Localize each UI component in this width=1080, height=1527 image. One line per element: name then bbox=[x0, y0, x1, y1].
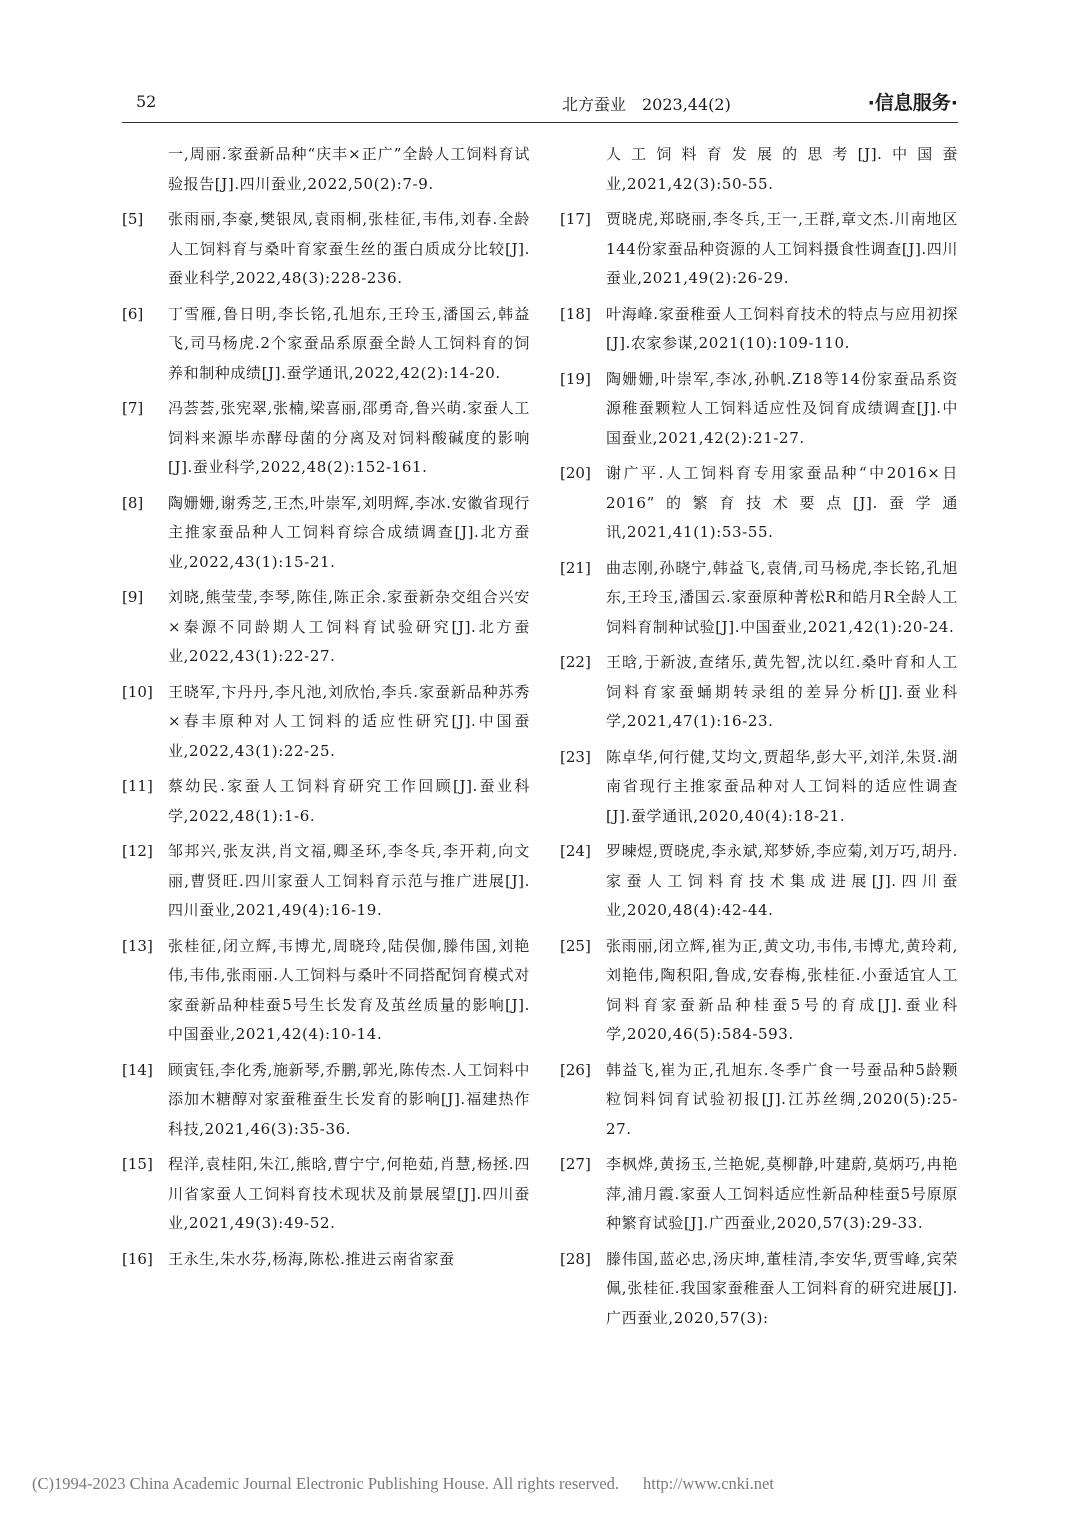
copyright-text: (C)1994-2023 China Academic Journal Electronic Publishing House. All rights reserved. bbox=[32, 1474, 620, 1493]
reference-text: 一,周丽.家蚕新品种“庆丰×正广”全龄人工饲料育试验报告[J].四川蚕业,2022,50(2):7-9. bbox=[168, 145, 530, 193]
reference-entry bbox=[122, 394, 530, 483]
reference-entry bbox=[560, 648, 958, 737]
reference-text: 陈卓华,何行健,艾均文,贾超华,彭大平,刘洋,朱贤.湖南省现行主推家蚕品种对人工饲料的适应性调查[J].蚕学通讯,2020,40(4):18-21. bbox=[606, 747, 958, 825]
reference-text: 邹邦兴,张友洪,肖文福,卿圣环,李冬兵,李开莉,向文丽,曹贤旺.四川家蚕人工饲料育示范与推广进展[J].四川蚕业,2021,49(4):16-19. bbox=[168, 842, 530, 919]
reference-number: [7] bbox=[122, 399, 144, 417]
reference-entry bbox=[560, 205, 958, 294]
reference-text: 刘晓,熊莹莹,李琴,陈佳,陈正余.家蚕新杂交组合兴安×秦源不同龄期人工饲料育试验研究[J].北方蚕业,2022,43(1):22-27. bbox=[168, 588, 530, 665]
reference-text: 程洋,袁桂阳,朱江,熊晗,曹宁宁,何艳茹,肖慧,杨拯.四川省家蚕人工饲料育技术现状及前景展望[J].四川蚕业,2021,49(3):49-52. bbox=[168, 1155, 530, 1232]
page-number: 52 bbox=[136, 92, 157, 111]
reference-entry bbox=[122, 300, 530, 389]
section-label: ·信息服务· bbox=[867, 92, 958, 114]
reference-number: [26] bbox=[560, 1060, 591, 1079]
reference-text: 李枫烨,黄扬玉,兰艳妮,莫柳静,叶建蔚,莫炳巧,冉艳萍,浦月霞.家蚕人工饲料适应性新品种桂蚕5号原原种繁育试验[J].广西蚕业,2020,57(3):29-33. bbox=[606, 1155, 958, 1232]
reference-number: [22] bbox=[560, 653, 591, 671]
reference-number: [9] bbox=[122, 588, 144, 606]
reference-number: [25] bbox=[560, 936, 591, 955]
reference-number: [5] bbox=[122, 210, 144, 228]
journal-info: 北方蚕业 2023,44(2) bbox=[562, 95, 731, 114]
reference-entry bbox=[122, 837, 530, 926]
reference-column-left bbox=[122, 140, 530, 1280]
reference-entry bbox=[122, 205, 530, 294]
reference-number: [24] bbox=[560, 842, 591, 860]
reference-entry bbox=[122, 489, 530, 578]
reference-entry bbox=[122, 772, 530, 831]
reference-text: 张雨丽,李豪,樊银凤,袁雨桐,张桂征,韦伟,刘春.全龄人工饲料育与桑叶育家蚕生丝的蛋白质成分比较[J].蚕业科学,2022,48(3):228-236. bbox=[168, 210, 530, 287]
reference-entry bbox=[122, 1150, 530, 1239]
running-header bbox=[122, 88, 958, 123]
reference-text: 王晗,于新波,查绪乐,黄先智,沈以红.桑叶育和人工饲料育家蚕蛹期转录组的差异分析[J].蚕业科学,2021,47(1):16-23. bbox=[606, 653, 958, 730]
reference-entry bbox=[560, 554, 958, 643]
reference-text: 顾寅钰,李化秀,施新琴,乔鹏,郭光,陈传杰.人工饲料中添加木糖醇对家蚕稚蚕生长发育的影响[J].福建热作科技,2021,46(3):35-36. bbox=[168, 1060, 530, 1138]
reference-column-right bbox=[560, 140, 958, 1339]
reference-entry bbox=[560, 140, 958, 199]
reference-number: [16] bbox=[122, 1249, 153, 1268]
reference-text: 陶姗姗,谢秀芝,王杰,叶崇军,刘明辉,李冰.安徽省现行主推家蚕品种人工饲料育综合成绩调查[J].北方蚕业,2022,43(1):15-21. bbox=[168, 493, 530, 571]
reference-number: [19] bbox=[560, 369, 591, 388]
reference-number: [27] bbox=[560, 1155, 591, 1173]
reference-number: [15] bbox=[122, 1155, 153, 1173]
reference-number: [11] bbox=[122, 777, 153, 795]
reference-entry bbox=[122, 1056, 530, 1145]
reference-entry bbox=[560, 459, 958, 548]
reference-entry bbox=[560, 300, 958, 359]
reference-entry bbox=[122, 1245, 530, 1275]
reference-entry bbox=[122, 140, 530, 199]
footer-url[interactable]: http://www.cnki.net bbox=[643, 1474, 774, 1493]
reference-entry bbox=[560, 1056, 958, 1145]
reference-number: [6] bbox=[122, 304, 144, 323]
reference-entry bbox=[560, 932, 958, 1050]
reference-entry bbox=[122, 583, 530, 672]
reference-text: 冯荟荟,张宪翠,张楠,梁喜丽,邵勇奇,鲁兴萌.家蚕人工饲料来源毕赤酵母菌的分离及对饲料酸碱度的影响[J].蚕业科学,2022,48(2):152-161. bbox=[168, 399, 530, 476]
reference-text: 谢广平.人工饲料育专用家蚕品种“中2016×日2016”的繁育技术要点[J].蚕学通讯,2021,41(1):53-55. bbox=[606, 464, 958, 541]
reference-number: [17] bbox=[560, 210, 591, 228]
reference-number: [21] bbox=[560, 558, 591, 577]
reference-text: 罗暕煜,贾晓虎,李永斌,郑梦娇,李应菊,刘万巧,胡丹.家蚕人工饲料育技术集成进展[J].四川蚕业,2020,48(4):42-44. bbox=[606, 842, 958, 919]
reference-text: 蔡幼民.家蚕人工饲料育研究工作回顾[J].蚕业科学,2022,48(1):1-6. bbox=[168, 777, 530, 825]
reference-text: 叶海峰.家蚕稚蚕人工饲料育技术的特点与应用初探[J].农家参谋,2021(10):109-110. bbox=[606, 304, 958, 352]
reference-number: [8] bbox=[122, 493, 144, 512]
reference-number: [12] bbox=[122, 842, 153, 860]
reference-text: 丁雪雁,鲁日明,李长铭,孔旭东,王玲玉,潘国云,韩益飞,司马杨虎.2个家蚕品系原蚕全龄人工饲料育的饲养和制种成绩[J].蚕学通讯,2022,42(2):14-20. bbox=[168, 304, 530, 382]
reference-entry bbox=[560, 365, 958, 454]
reference-text: 韩益飞,崔为正,孔旭东.冬季广食一号蚕品种5龄颗粒饲料饲育试验初报[J].江苏丝绸,2020(5):25-27. bbox=[606, 1060, 958, 1138]
reference-text: 王永生,朱水芬,杨海,陈松.推进云南省家蚕 bbox=[168, 1249, 455, 1268]
reference-number: [28] bbox=[560, 1249, 591, 1268]
reference-number: [14] bbox=[122, 1060, 153, 1079]
reference-text: 滕伟国,蓝必忠,汤庆坤,董桂清,李安华,贾雪峰,宾荣佩,张桂征.我国家蚕稚蚕人工饲料育的研究进展[J].广西蚕业,2020,57(3): bbox=[606, 1249, 958, 1327]
reference-text: 张雨丽,闭立辉,崔为正,黄文功,韦伟,韦博尤,黄玲莉,刘艳伟,陶积阳,鲁成,安春梅,张桂征.小蚕适宜人工饲料育家蚕新品种桂蚕5号的育成[J].蚕业科学,2020,46(5):584-593. bbox=[606, 936, 958, 1043]
reference-entry bbox=[560, 743, 958, 832]
reference-entry bbox=[122, 678, 530, 767]
reference-text: 陶姗姗,叶崇军,李冰,孙帆.Z18等14份家蚕品系资源稚蚕颗粒人工饲料适应性及饲育成绩调查[J].中国蚕业,2021,42(2):21-27. bbox=[606, 369, 958, 447]
reference-entry bbox=[122, 932, 530, 1050]
reference-entry bbox=[560, 837, 958, 926]
reference-number: [20] bbox=[560, 464, 591, 482]
reference-text: 贾晓虎,郑晓丽,李冬兵,王一,王群,章文杰.川南地区144份家蚕品种资源的人工饲料摄食性调查[J].四川蚕业,2021,49(2):26-29. bbox=[606, 210, 958, 287]
reference-entry bbox=[560, 1245, 958, 1334]
reference-entry bbox=[560, 1150, 958, 1239]
reference-number: [23] bbox=[560, 747, 591, 766]
reference-text: 曲志刚,孙晓宁,韩益飞,袁倩,司马杨虎,李长铭,孔旭东,王玲玉,潘国云.家蚕原种菁松R和皓月R全龄人工饲料育制种试验[J].中国蚕业,2021,42(1):20-24. bbox=[606, 558, 958, 636]
copyright-footer bbox=[32, 1474, 1072, 1494]
reference-text: 王晓军,卞丹丹,李凡池,刘欣怡,李兵.家蚕新品种苏秀×春丰原种对人工饲料的适应性研究[J].中国蚕业,2022,43(1):22-25. bbox=[168, 682, 530, 760]
reference-text: 人工饲料育发展的思考[J].中国蚕业,2021,42(3):50-55. bbox=[606, 145, 958, 193]
reference-text: 张桂征,闭立辉,韦博尤,周晓玲,陆俣伽,滕伟国,刘艳伟,韦伟,张雨丽.人工饲料与桑叶不同搭配饲育模式对家蚕新品种桂蚕5号生长发育及茧丝质量的影响[J].中国蚕业,2021,42(4):10-14. bbox=[168, 936, 530, 1043]
reference-number: [10] bbox=[122, 682, 153, 701]
reference-number: [13] bbox=[122, 936, 153, 955]
reference-number: [18] bbox=[560, 304, 591, 323]
